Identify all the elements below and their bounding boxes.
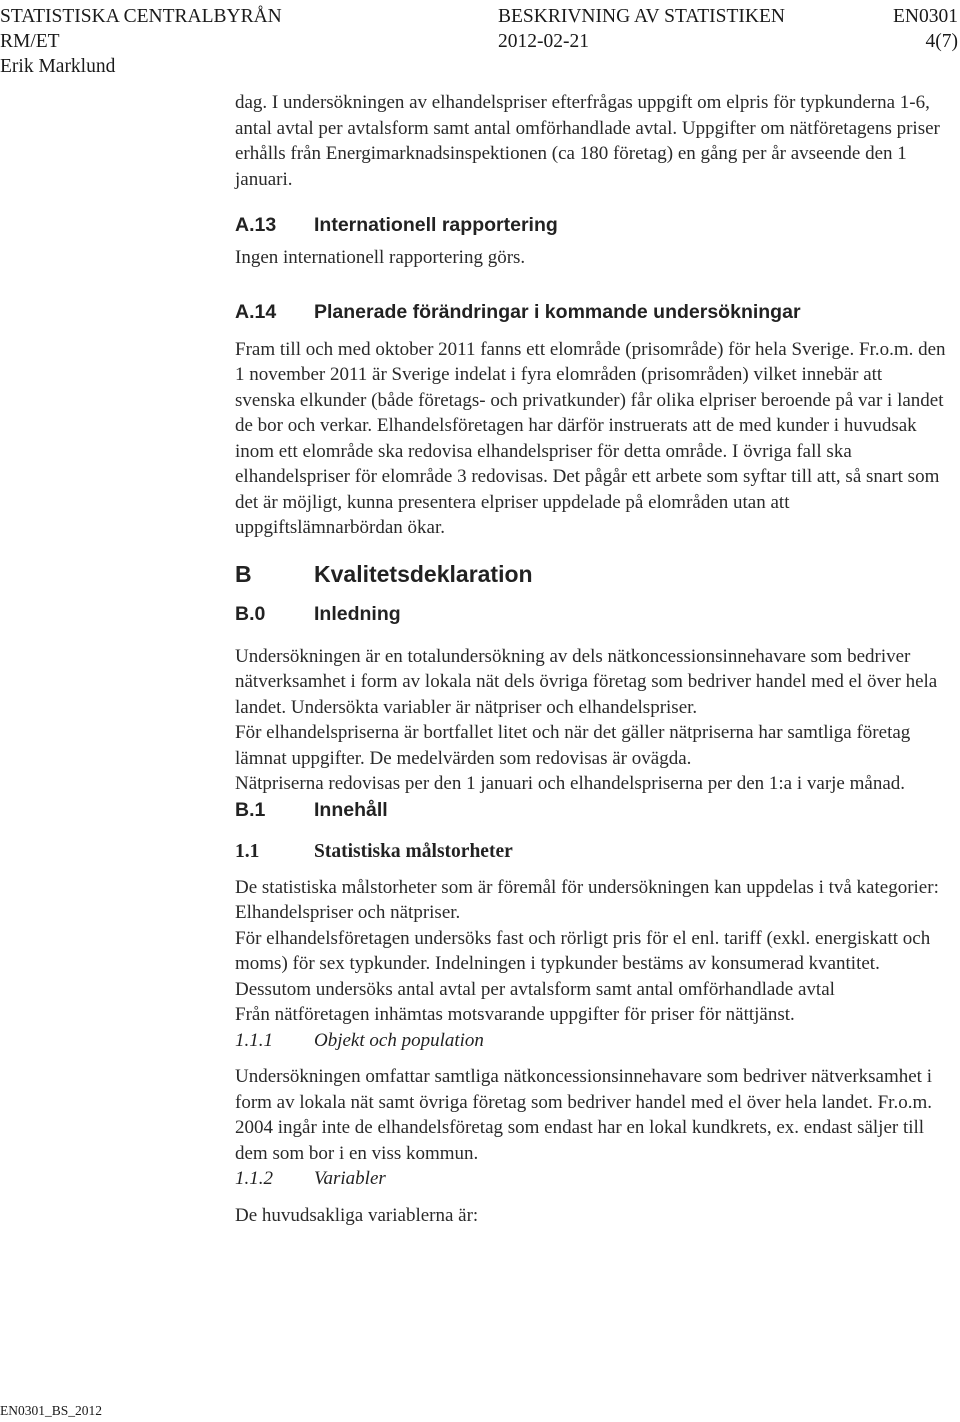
author: Erik Marklund: [0, 56, 116, 77]
doc-code: EN0301: [893, 6, 958, 27]
section-title: Kvalitetsdeklaration: [314, 560, 533, 587]
doc-type: BESKRIVNING AV STATISTIKEN: [498, 6, 785, 27]
section-heading-a13: [235, 212, 947, 238]
section-heading-b: [235, 559, 947, 589]
s11-paragraph-1: De statistiska målstorheter som är föremål för undersökningen kan uppdelas i två kategorier: Elhandelspriser och nätpriser.: [235, 876, 939, 923]
subsection-title: Statistiska målstorheter: [314, 840, 513, 862]
section-title: Inledning: [314, 602, 401, 625]
subsection-number: 1.1.2: [235, 1168, 273, 1189]
page-number: 4(7): [925, 31, 958, 52]
subsection-number: 1.1.1: [235, 1029, 273, 1051]
intro-paragraph: dag. I undersökningen av elhandelspriser efterfrågas uppgift om elpris för typkunderna 1-6, antal avtal per avtalsform samt antal omförhandlade avtal. Uppgifter om nätföretagens priser erhålls från Energimarknadsinspektionen (ca 180 företag) en gång per år avseende den 1 januari.: [235, 92, 940, 190]
subsection-heading-1-1-2: [235, 1166, 947, 1192]
subsection-number: 1.1: [235, 840, 260, 862]
section-heading-a14: [235, 299, 947, 325]
section-title: Planerade förändringar i kommande undersökningar: [314, 300, 801, 323]
page-header: [0, 4, 960, 79]
section-title: Innehåll: [314, 798, 388, 821]
subsection-title: Objekt och population: [314, 1029, 484, 1051]
section-number: B: [235, 560, 252, 587]
section-number: A.13: [235, 214, 277, 236]
section-number: B.1: [235, 798, 266, 821]
section-title: Internationell rapportering: [314, 214, 558, 236]
b0-paragraph-3: Nätpriserna redovisas per den 1 januari och elhandelspriserna per den 1:a i varje månad.: [235, 773, 906, 794]
s112-paragraph: De huvudsakliga variablerna är:: [235, 1204, 479, 1226]
b0-paragraph-2: För elhandelspriserna är bortfallet litet och när det gäller nätpriserna har samtliga företag lämnat uppgifter. De medelvärden som redovisas är ovägda.: [235, 722, 911, 769]
section-number: A.14: [235, 300, 277, 323]
page-footer: EN0301_BS_2012: [0, 1403, 103, 1418]
b0-paragraph-1: Undersökningen är en totalundersökning av dels nätkoncessionsinnehavare som bedriver nätverksamhet i form av lokala nät dels övriga företag som bedriver handel med el över hela landet. Undersökta variabler är nätpriser och elhandelspriser.: [235, 645, 938, 718]
org-name: STATISTISKA CENTRALBYRÅN: [0, 6, 282, 27]
department: RM/ET: [0, 31, 60, 52]
a14-paragraph: Fram till och med oktober 2011 fanns ett elområde (prisområde) för hela Sverige. Fr.o.m. den 1 november 2011 är Sverige indelat i fyra elområden (prisområden) vilket innebär att svenska elkunder (både företags- och privatkunder) får olika elpriser beroende på var i landet de bor och verkar. Elhandelsföretagen har därför instruerats att de med kunder i huvudsak inom ett elområde ska redovisa elhandelspriser för detta område. I övriga fall ska elhandelspriser för elområde 3 redovisas. Det pågår ett arbete som syftar till att, så snart som det är möjligt, kunna presentera elpriser uppdelade på elområden utan att uppgiftslämnarbördan ökar.: [235, 338, 946, 538]
subsection-heading-1-1-1: [235, 1028, 947, 1054]
section-heading-b1: [235, 797, 947, 823]
s111-paragraph: Undersökningen omfattar samtliga nätkoncessionsinnehavare som bedriver nätverksamhet i form av lokala nät samt övriga företag som bedriver handel med el över hela landet. Fr.o.m. 2004 ingår inte de elhandelsföretag som endast har en lokal kundkrets, ex. endast säljer till dem som bor i en viss kommun.: [235, 1066, 932, 1164]
a13-paragraph: Ingen internationell rapportering görs.: [235, 247, 526, 268]
subsection-heading-1-1: [235, 839, 947, 865]
s11-paragraph-3: Från nätföretagen inhämtas motsvarande uppgifter för priser för nättjänst.: [235, 1004, 795, 1025]
section-number: B.0: [235, 602, 266, 625]
doc-date: 2012-02-21: [498, 31, 589, 52]
section-heading-b0: [235, 601, 947, 627]
s11-paragraph-2: För elhandelsföretagen undersöks fast och rörligt pris för el enl. tariff (exkl. energiskatt och moms) för sex typkunder. Indelningen i typkunder bestäms av konsumerad kvantitet. Dessutom undersöks antal avtal per avtalsform samt antal omförhandlade avtal: [235, 927, 931, 1000]
document-body: [235, 90, 947, 1228]
subsection-title: Variabler: [314, 1168, 386, 1189]
